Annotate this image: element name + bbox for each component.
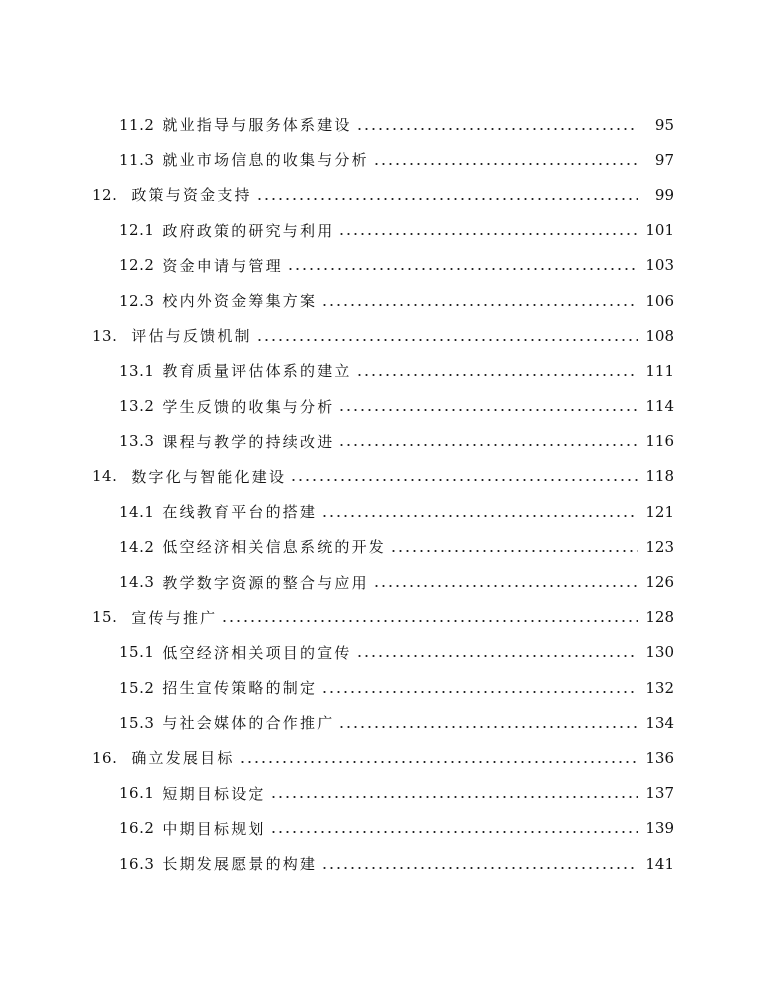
table-of-contents: [0, 107, 765, 881]
toc-entry-title: 就业市场信息的收集与分析: [162, 151, 369, 170]
toc-entry-page: 134: [645, 713, 674, 732]
dot-leader: [373, 576, 638, 588]
toc-entry-number: 16.3: [119, 854, 155, 873]
dot-leader: [270, 822, 638, 834]
toc-entry[interactable]: [0, 494, 765, 529]
toc-entry-number: 13.2: [119, 397, 155, 416]
toc-entry-page: 103: [645, 256, 674, 275]
toc-entry[interactable]: [0, 776, 765, 811]
toc-entry-page: 101: [645, 221, 674, 240]
toc-entry-title: 校内外资金筹集方案: [162, 292, 318, 311]
toc-entry-number: 14.1: [119, 502, 155, 521]
dot-leader: [270, 787, 638, 799]
toc-entry-page: 130: [645, 643, 674, 662]
toc-entry-title: 课程与教学的持续改进: [162, 432, 335, 451]
toc-entry-number: 12.1: [119, 221, 155, 240]
dot-leader: [321, 506, 638, 518]
toc-entry-page: 137: [645, 784, 674, 803]
toc-entry-page: 106: [645, 291, 674, 310]
dot-leader: [290, 470, 638, 482]
dot-leader: [338, 224, 638, 236]
dot-leader: [338, 435, 638, 447]
toc-entry[interactable]: [0, 846, 765, 881]
toc-entry-page: 111: [645, 361, 674, 380]
toc-entry-title: 在线教育平台的搭建: [162, 503, 318, 522]
toc-entry-title: 就业指导与服务体系建设: [162, 116, 352, 135]
toc-entry[interactable]: [0, 248, 765, 283]
toc-entry-number: 12.: [92, 185, 118, 204]
dot-leader: [338, 400, 638, 412]
toc-entry[interactable]: [0, 353, 765, 388]
dot-leader: [321, 682, 638, 694]
toc-entry-page: 136: [645, 748, 674, 767]
toc-entry-title: 短期目标设定: [162, 784, 266, 803]
toc-entry-page: 128: [645, 608, 674, 627]
toc-entry-number: 11.3: [119, 150, 155, 169]
dot-leader: [338, 717, 638, 729]
toc-entry-title: 学生反馈的收集与分析: [162, 397, 335, 416]
dot-leader: [356, 365, 638, 377]
toc-entry[interactable]: [0, 459, 765, 494]
toc-entry[interactable]: [0, 705, 765, 740]
toc-entry[interactable]: [0, 142, 765, 177]
toc-entry[interactable]: [0, 635, 765, 670]
dot-leader: [356, 646, 638, 658]
toc-entry[interactable]: [0, 424, 765, 459]
toc-entry-number: 13.: [92, 326, 118, 345]
toc-entry[interactable]: [0, 107, 765, 142]
toc-entry-number: 16.: [92, 748, 118, 767]
toc-entry-page: 108: [645, 326, 674, 345]
toc-entry-page: 99: [654, 185, 674, 204]
toc-entry-number: 16.1: [119, 784, 155, 803]
toc-entry-page: 132: [645, 678, 674, 697]
toc-entry-title: 宣传与推广: [131, 608, 218, 627]
toc-entry[interactable]: [0, 283, 765, 318]
toc-entry-page: 141: [645, 854, 674, 873]
dot-leader: [321, 858, 638, 870]
toc-entry[interactable]: [0, 740, 765, 775]
dot-leader: [356, 119, 638, 131]
toc-entry-page: 126: [645, 573, 674, 592]
toc-entry-page: 95: [654, 115, 674, 134]
toc-entry-page: 114: [645, 397, 674, 416]
dot-leader: [287, 259, 638, 271]
dot-leader: [373, 154, 638, 166]
toc-entry-number: 16.2: [119, 819, 155, 838]
toc-entry-title: 数字化与智能化建设: [131, 467, 287, 486]
toc-entry[interactable]: [0, 529, 765, 564]
toc-entry[interactable]: [0, 389, 765, 424]
toc-entry-title: 教学数字资源的整合与应用: [162, 573, 369, 592]
toc-entry-page: 116: [645, 432, 674, 451]
toc-entry-title: 政府政策的研究与利用: [162, 221, 335, 240]
toc-entry-title: 招生宣传策略的制定: [162, 679, 318, 698]
dot-leader: [221, 611, 638, 623]
dot-leader: [321, 295, 638, 307]
toc-entry-number: 14.3: [119, 573, 155, 592]
toc-entry-title: 中期目标规划: [162, 819, 266, 838]
toc-entry[interactable]: [0, 318, 765, 353]
toc-entry-number: 12.3: [119, 291, 155, 310]
dot-leader: [256, 330, 638, 342]
toc-entry-number: 14.2: [119, 537, 155, 556]
toc-entry-number: 15.3: [119, 713, 155, 732]
dot-leader: [390, 541, 638, 553]
toc-entry-title: 确立发展目标: [131, 749, 235, 768]
toc-entry-title: 低空经济相关项目的宣传: [162, 643, 352, 662]
toc-entry-number: 15.1: [119, 643, 155, 662]
toc-entry-title: 评估与反馈机制: [131, 327, 252, 346]
toc-entry[interactable]: [0, 213, 765, 248]
toc-entry-number: 15.2: [119, 678, 155, 697]
toc-entry[interactable]: [0, 600, 765, 635]
toc-entry-title: 教育质量评估体系的建立: [162, 362, 352, 381]
toc-entry-title: 与社会媒体的合作推广: [162, 714, 335, 733]
toc-entry[interactable]: [0, 811, 765, 846]
toc-entry-page: 121: [645, 502, 674, 521]
toc-entry-number: 11.2: [119, 115, 155, 134]
toc-entry-title: 政策与资金支持: [131, 186, 252, 205]
toc-entry-title: 长期发展愿景的构建: [162, 855, 318, 874]
toc-entry-title: 低空经济相关信息系统的开发: [162, 538, 387, 557]
dot-leader: [239, 752, 638, 764]
toc-entry-number: 13.3: [119, 432, 155, 451]
dot-leader: [256, 189, 638, 201]
toc-entry[interactable]: [0, 177, 765, 212]
toc-entry[interactable]: [0, 670, 765, 705]
toc-entry-number: 12.2: [119, 256, 155, 275]
toc-entry-number: 14.: [92, 467, 118, 486]
toc-entry[interactable]: [0, 564, 765, 599]
toc-entry-page: 97: [654, 150, 674, 169]
toc-entry-title: 资金申请与管理: [162, 256, 283, 275]
toc-entry-number: 15.: [92, 608, 118, 627]
toc-entry-number: 13.1: [119, 361, 155, 380]
toc-entry-page: 123: [645, 537, 674, 556]
toc-entry-page: 139: [645, 819, 674, 838]
toc-entry-page: 118: [645, 467, 674, 486]
